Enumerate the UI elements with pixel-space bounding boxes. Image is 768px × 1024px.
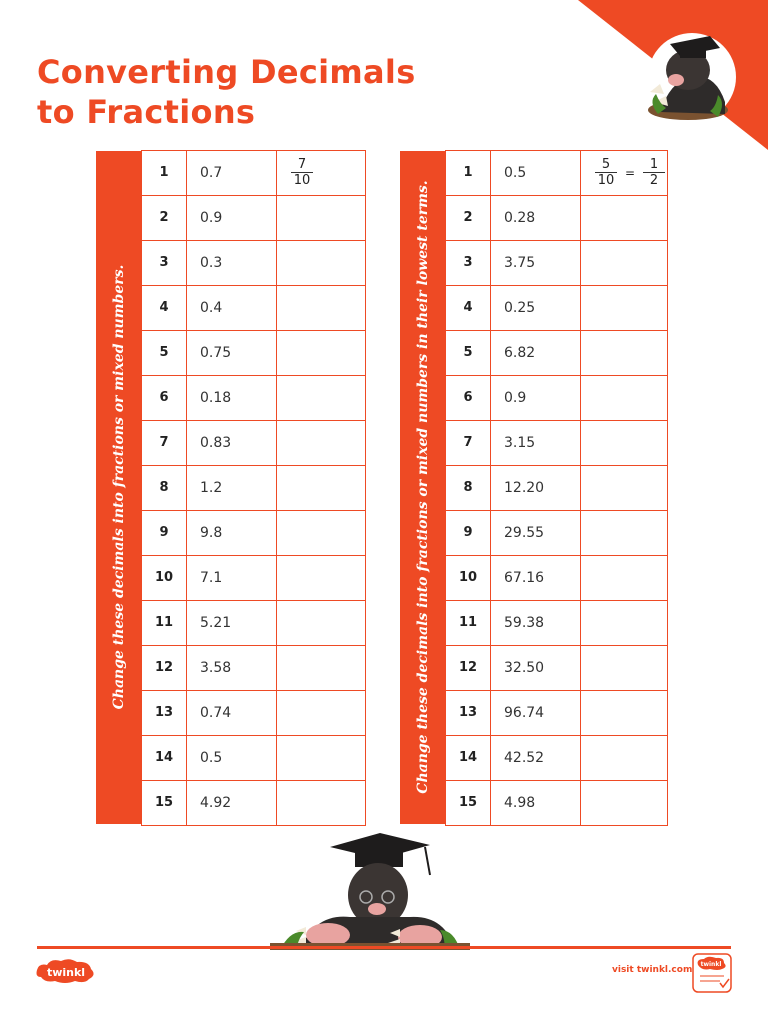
decimal-value: 0.5 xyxy=(186,735,277,781)
question-number: 11 xyxy=(141,600,187,646)
question-row xyxy=(142,151,366,196)
decimal-value: 0.28 xyxy=(490,195,581,241)
decimal-value: 0.7 xyxy=(186,150,277,196)
decimal-value: 5.21 xyxy=(186,600,277,646)
question-number: 1 xyxy=(445,150,491,196)
question-number: 6 xyxy=(445,375,491,421)
numerator: 1 xyxy=(649,157,659,173)
page-title xyxy=(37,52,416,132)
question-number: 12 xyxy=(141,645,187,691)
answer-box[interactable] xyxy=(580,375,668,421)
twinkl-logo xyxy=(35,957,97,985)
decimal-value: 6.82 xyxy=(490,330,581,376)
decimal-value: 3.58 xyxy=(186,645,277,691)
question-row xyxy=(446,736,668,781)
fraction xyxy=(643,157,665,188)
question-row xyxy=(446,421,668,466)
question-number: 8 xyxy=(445,465,491,511)
answer-box[interactable] xyxy=(580,195,668,241)
answer-box[interactable] xyxy=(276,195,366,241)
question-number: 15 xyxy=(445,780,491,826)
question-number: 13 xyxy=(141,690,187,736)
decimal-value: 0.25 xyxy=(490,285,581,331)
answer-box[interactable] xyxy=(580,240,668,286)
fraction xyxy=(291,157,313,188)
question-number: 13 xyxy=(445,690,491,736)
answer-box[interactable] xyxy=(276,735,366,781)
question-row xyxy=(446,556,668,601)
question-number: 8 xyxy=(141,465,187,511)
answer-box[interactable] xyxy=(276,375,366,421)
question-row xyxy=(142,601,366,646)
instruction-text: Change these decimals into fractions or mixed numbers in their lowest terms. xyxy=(415,180,431,794)
graduate-mole-icon xyxy=(270,825,470,950)
question-number: 1 xyxy=(141,150,187,196)
question-row xyxy=(446,376,668,421)
decimal-value: 0.3 xyxy=(186,240,277,286)
answer-box[interactable] xyxy=(580,330,668,376)
decimal-value: 4.92 xyxy=(186,780,277,826)
decimal-value: 0.9 xyxy=(490,375,581,421)
answer-box[interactable] xyxy=(580,555,668,601)
decimal-value: 0.83 xyxy=(186,420,277,466)
question-number: 9 xyxy=(141,510,187,556)
decimal-value: 42.52 xyxy=(490,735,581,781)
question-number: 2 xyxy=(141,195,187,241)
question-row xyxy=(446,511,668,556)
question-row xyxy=(446,241,668,286)
question-list xyxy=(446,151,668,826)
visit-link[interactable]: visit twinkl.com xyxy=(612,965,693,975)
decimal-value: 9.8 xyxy=(186,510,277,556)
denominator: 10 xyxy=(597,173,615,189)
question-number: 2 xyxy=(445,195,491,241)
decimal-value: 59.38 xyxy=(490,600,581,646)
question-number: 12 xyxy=(445,645,491,691)
question-number: 3 xyxy=(445,240,491,286)
numerator: 5 xyxy=(601,157,611,173)
decimal-value: 1.2 xyxy=(186,465,277,511)
instruction-text: Change these decimals into fractions or mixed numbers. xyxy=(111,264,127,710)
answer-box[interactable] xyxy=(276,555,366,601)
decimal-value: 32.50 xyxy=(490,645,581,691)
question-row xyxy=(142,331,366,376)
quality-badge-icon xyxy=(690,951,734,995)
question-row xyxy=(142,376,366,421)
question-row xyxy=(446,466,668,511)
answer-box[interactable] xyxy=(276,240,366,286)
denominator: 2 xyxy=(649,173,659,189)
answer-box[interactable] xyxy=(580,285,668,331)
question-number: 7 xyxy=(445,420,491,466)
question-row xyxy=(142,781,366,826)
question-number: 10 xyxy=(445,555,491,601)
question-row xyxy=(446,196,668,241)
question-row xyxy=(142,646,366,691)
decimal-value: 96.74 xyxy=(490,690,581,736)
question-number: 11 xyxy=(445,600,491,646)
answer-box[interactable] xyxy=(580,735,668,781)
decimal-value: 7.1 xyxy=(186,555,277,601)
title-line-2: to Fractions xyxy=(37,93,256,131)
question-row xyxy=(446,286,668,331)
question-row xyxy=(142,466,366,511)
question-number: 9 xyxy=(445,510,491,556)
question-row xyxy=(446,151,668,196)
decimal-value: 29.55 xyxy=(490,510,581,556)
answer-box[interactable] xyxy=(276,600,366,646)
decimal-value: 67.16 xyxy=(490,555,581,601)
question-row xyxy=(142,511,366,556)
question-number: 4 xyxy=(141,285,187,331)
answer-box[interactable] xyxy=(580,510,668,556)
logo-text: twinkl xyxy=(46,966,86,979)
answer-box[interactable] xyxy=(276,465,366,511)
answer-box[interactable] xyxy=(580,645,668,691)
instruction-band xyxy=(96,151,142,824)
question-row xyxy=(446,601,668,646)
fraction xyxy=(595,157,617,188)
answer-box[interactable] xyxy=(580,600,668,646)
answer-box[interactable] xyxy=(276,780,366,826)
question-number: 5 xyxy=(141,330,187,376)
question-row xyxy=(142,736,366,781)
decimal-value: 0.5 xyxy=(490,150,581,196)
answer-box[interactable] xyxy=(276,285,366,331)
question-row xyxy=(142,241,366,286)
answer-box[interactable] xyxy=(276,690,366,736)
badge-text: twinkl xyxy=(700,961,722,968)
equals-sign: = xyxy=(625,165,636,180)
instruction-band xyxy=(400,151,446,824)
question-row xyxy=(446,646,668,691)
question-number: 14 xyxy=(445,735,491,781)
title-line-1: Converting Decimals xyxy=(37,53,416,91)
answer-box[interactable] xyxy=(580,420,668,466)
decimal-value: 0.4 xyxy=(186,285,277,331)
answer-box[interactable] xyxy=(276,150,366,196)
decimal-value: 3.15 xyxy=(490,420,581,466)
question-row xyxy=(446,331,668,376)
decimal-value: 4.98 xyxy=(490,780,581,826)
numerator: 7 xyxy=(297,157,307,173)
question-row xyxy=(142,421,366,466)
answer-box[interactable] xyxy=(580,780,668,826)
footer-divider xyxy=(37,946,731,949)
graduate-mole-icon xyxy=(630,22,740,122)
question-row xyxy=(142,556,366,601)
answer-box[interactable] xyxy=(276,510,366,556)
answer-box[interactable] xyxy=(580,690,668,736)
decimal-value: 0.9 xyxy=(186,195,277,241)
decimal-value: 0.74 xyxy=(186,690,277,736)
denominator: 10 xyxy=(293,173,311,189)
question-row xyxy=(446,781,668,826)
question-number: 15 xyxy=(141,780,187,826)
answer-box[interactable] xyxy=(276,420,366,466)
question-number: 4 xyxy=(445,285,491,331)
question-row xyxy=(142,286,366,331)
decimal-value: 0.18 xyxy=(186,375,277,421)
answer-box[interactable] xyxy=(580,465,668,511)
question-number: 7 xyxy=(141,420,187,466)
decimal-value: 3.75 xyxy=(490,240,581,286)
answer-box[interactable] xyxy=(276,330,366,376)
question-list xyxy=(142,151,366,826)
question-number: 10 xyxy=(141,555,187,601)
question-row xyxy=(142,196,366,241)
question-number: 14 xyxy=(141,735,187,781)
answer-box[interactable] xyxy=(580,150,668,196)
question-number: 5 xyxy=(445,330,491,376)
question-row xyxy=(142,691,366,736)
decimal-value: 12.20 xyxy=(490,465,581,511)
question-number: 3 xyxy=(141,240,187,286)
decimal-value: 0.75 xyxy=(186,330,277,376)
question-number: 6 xyxy=(141,375,187,421)
question-row xyxy=(446,691,668,736)
answer-box[interactable] xyxy=(276,645,366,691)
